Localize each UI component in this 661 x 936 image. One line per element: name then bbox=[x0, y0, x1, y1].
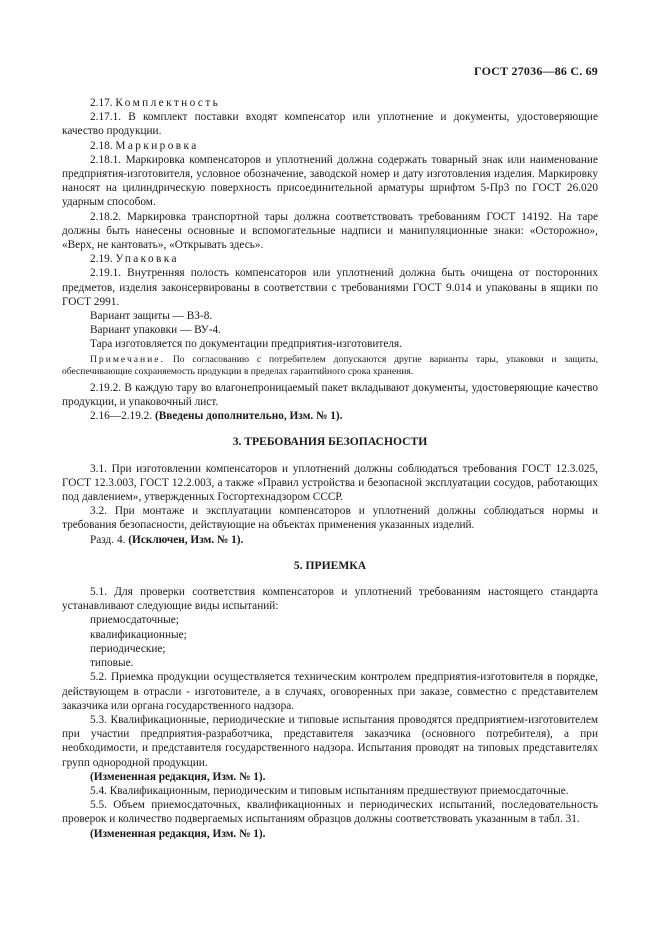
test-type-item: квалификационные; bbox=[90, 628, 187, 641]
protection-variant: Вариант защиты — ВЗ-8. bbox=[90, 310, 213, 323]
clause-5-2: 5.2. Приемка продукции осуществляется техническим контролем предприятия-изготовителя в порядке, действующем в отрасли - изготовителе, а в случаях, оговоренных при заказе, совместно с представителем заказчика или органа государственного надзора. bbox=[62, 671, 598, 712]
amendment-5-5: (Измененная редакция, Изм. № 1). bbox=[90, 827, 266, 840]
test-type-item: типовые. bbox=[90, 657, 134, 670]
clause-2-18-1: 2.18.1. Маркировка компенсаторов и уплотнений должна содержать товарный знак или наименование предприятия-изготовителя, условное обозначение, заводской номер и дату изготовления изделия. Маркировку наносят на цилиндрическую поверхность присоединительной арматуры шрифтом 5-Пр3 по ГОСТ 26.020 ударным способом. bbox=[62, 153, 598, 209]
section-5-title: 5. ПРИЕМКА bbox=[293, 558, 367, 572]
note-label: Примечание. bbox=[90, 353, 165, 365]
clause-2-17-1: 2.17.1. В комплект поставки входят компенсатор или уплотнение и документы, удостоверяющие качество продукции. bbox=[62, 111, 598, 138]
clause-2-19-title: Упаковка bbox=[115, 253, 179, 266]
document-body bbox=[62, 96, 598, 841]
test-type-item: приемосдаточные; bbox=[90, 614, 179, 627]
section-3-title: 3. ТРЕБОВАНИЯ БЕЗОПАСНОСТИ bbox=[232, 435, 428, 449]
clause-2-19-2: 2.19.2. В каждую тару во влагонепроницаемый пакет вкладывают документы, удостоверяющие качество продукции, и упаковочный лист. bbox=[62, 381, 598, 409]
clause-2-19-1: 2.19.1. Внутренняя полость компенсаторов или уплотнений должна быть очищена от посторонних предметов, изделия законсервированы в соответствии с требованиями ГОСТ 9.014 и упакованы в ящики по ГОСТ 2991. bbox=[62, 267, 598, 308]
clause-2-18-heading: 2.18. Маркировка bbox=[90, 139, 199, 152]
clause-2-18-title: Маркировка bbox=[115, 139, 199, 152]
clause-5-5: 5.5. Объем приемосдаточных, квалификационных и периодических испытаний, последовательность проверок и количество подвергаемых испытаниям образцов должны соответствовать указанным в табл. 31. bbox=[62, 799, 598, 826]
amendment-5-3: (Измененная редакция, Изм. № 1). bbox=[90, 770, 266, 783]
note-text: По согласованию с потребителем допускаются другие варианты тары, упаковки и защиты, обеспечивающие сохраняемость продукции в пределах гарантийного срока хранения. bbox=[62, 353, 598, 378]
clause-2-19-heading: 2.19. Упаковка bbox=[90, 253, 179, 266]
section-4-excluded: Разд. 4. (Исключен, Изм. № 1). bbox=[90, 533, 244, 546]
clause-3-2: 3.2. При монтаже и эксплуатации компенсаторов и уплотнений должны соблюдаться нормы и требования безопасности, действующие на объектах применения указанных изделий. bbox=[62, 505, 598, 532]
amendment-2-16: 2.16—2.19.2. (Введены дополнительно, Изм. № 1). bbox=[90, 410, 343, 423]
page-header: ГОСТ 27036—86 С. 69 bbox=[474, 64, 598, 78]
clause-5-3: 5.3. Квалификационные, периодические и типовые испытания проводятся предприятием-изготовителем при участии предприятия-разработчика, представителя заказчика (основного потребителя), а при необходимости, и представителя государственного надзора. Испытания проводят на типовых представителях групп однородной продукции. bbox=[62, 713, 598, 769]
note bbox=[62, 354, 598, 379]
clause-5-4: 5.4. Квалификационным, периодическим и типовым испытаниям предшествуют приемосдаточные. bbox=[90, 784, 569, 797]
test-type-item: периодические; bbox=[90, 642, 166, 655]
clause-2-17-title: Комплектность bbox=[115, 97, 221, 109]
packing-variant: Вариант упаковки — ВУ-4. bbox=[90, 324, 222, 337]
clause-5-1: 5.1. Для проверки соответствия компенсаторов и уплотнений требованиям настоящего стандарта устанавливают следующие виды испытаний: bbox=[62, 586, 598, 613]
clause-3-1: 3.1. При изготовлении компенсаторов и уплотнений должны соблюдаться требования ГОСТ 12.3.025, ГОСТ 12.3.003, ГОСТ 12.2.003, а также «Правил устройства и безопасной эксплуатации сосудов, работающих под давлением», утвержденных Госгортехнадзором СССР. bbox=[62, 462, 598, 504]
clause-2-18-2: 2.18.2. Маркировка транспортной тары должна соответствовать требованиям ГОСТ 14192. На таре должны быть нанесены основные и вспомогательные надписи и манипуляционные знаки: «Осторожно», «Верх, не кантовать», «Открывать здесь». bbox=[62, 210, 598, 252]
clause-2-17-heading: 2.17. Комплектность bbox=[90, 97, 221, 109]
tare-documentation: Тара изготовляется по документации предприятия-изготовителя. bbox=[90, 338, 403, 351]
